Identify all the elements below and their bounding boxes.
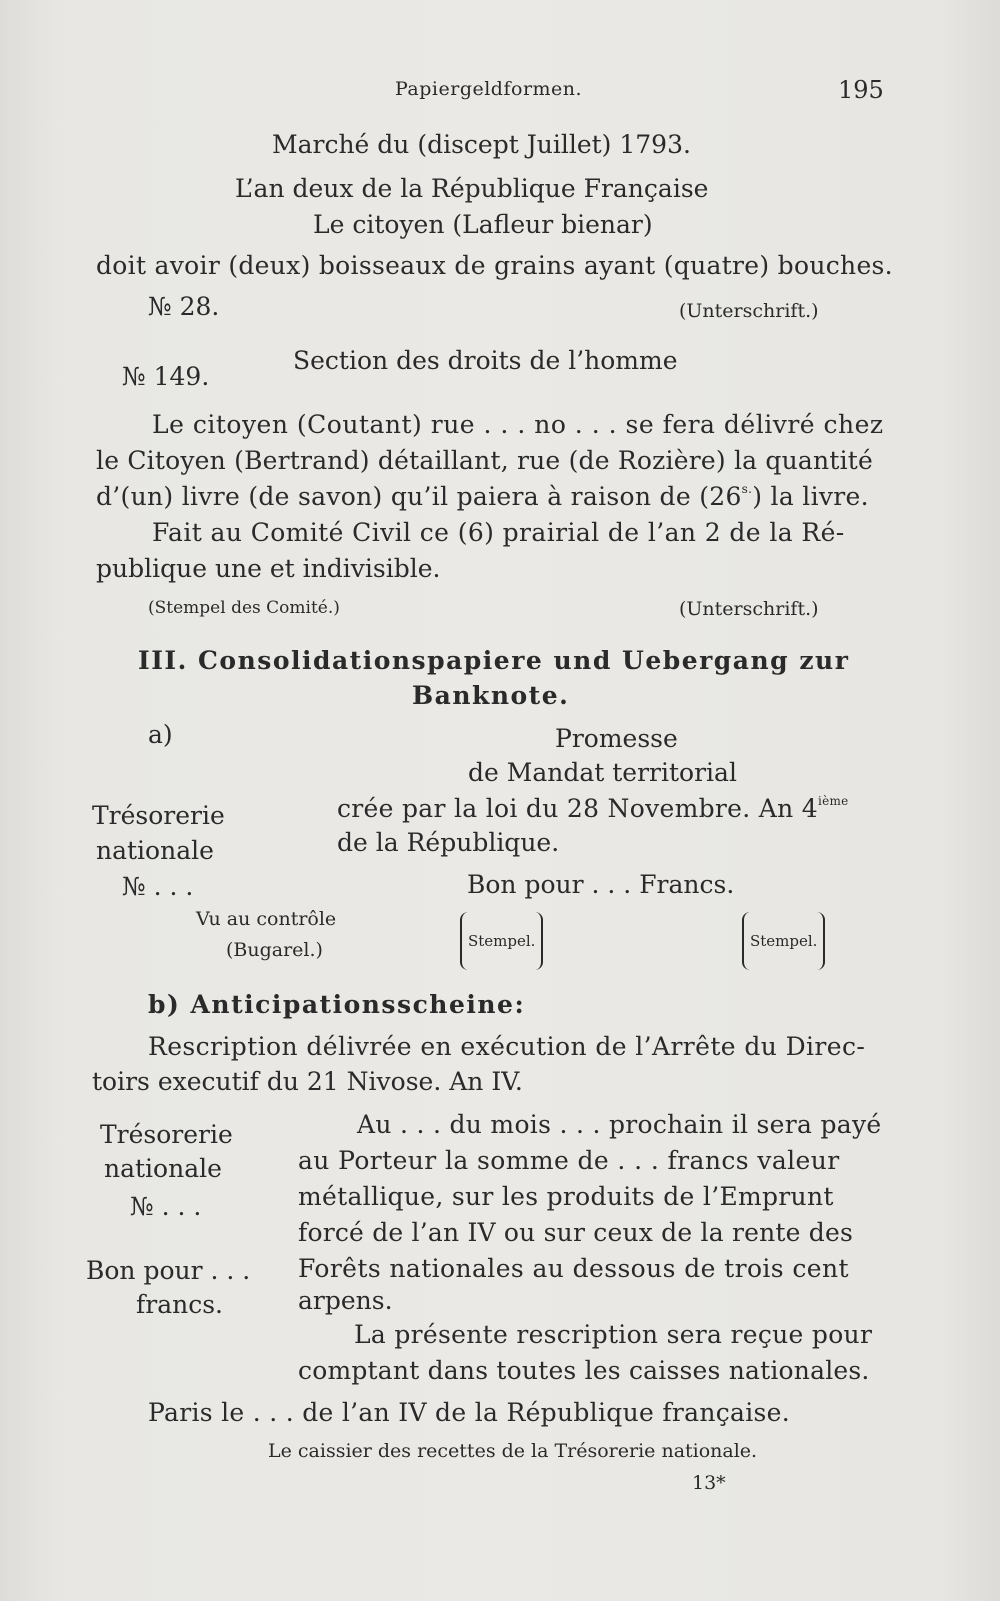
marche-number: № 28.: [148, 292, 220, 321]
comite-stamp: (Stempel des Comité.): [148, 598, 340, 618]
marche-line-4: doit avoir (deux) boisseaux de grains ayant (quatre) bouches.: [96, 251, 893, 280]
promesse-line-4: de la République.: [337, 828, 560, 857]
promesse-vu: Vu au contrôle: [196, 908, 337, 930]
anticipation-left-3: № . . .: [130, 1192, 202, 1221]
marche-signature: (Unterschrift.): [679, 300, 819, 322]
stamp-1: Stempel.: [460, 912, 543, 970]
anticipation-right-7: La présente rescription sera reçue pour: [354, 1320, 873, 1349]
promesse-line-2: de Mandat territorial: [468, 758, 737, 787]
promesse-label: a): [148, 720, 173, 749]
promesse-left-1: Trésorerie: [92, 801, 225, 830]
paris-line: Paris le . . . de l’an IV de la République française.: [148, 1398, 790, 1427]
signature-mark: 13*: [692, 1472, 726, 1494]
caissier-line: Le caissier des recettes de la Trésorerie nationale.: [268, 1440, 758, 1462]
marche-line-2: L’an deux de la République Française: [235, 174, 709, 203]
stamp-2: Stempel.: [742, 912, 825, 970]
chapter-heading-line-1: III. Consolidationspapiere und Uebergang zur: [138, 646, 850, 675]
section-title: Section des droits de l’homme: [293, 346, 678, 375]
anticipation-left-2: nationale: [104, 1154, 222, 1183]
anticipation-right-3: métallique, sur les produits de l’Emprunt: [298, 1182, 834, 1211]
section-para-2-line-2: publique une et indivisible.: [96, 554, 441, 583]
promesse-title: Promesse: [555, 724, 678, 753]
anticipation-para-line-2: toirs executif du 21 Nivose. An IV.: [92, 1067, 523, 1096]
anticipation-label: b) Anticipationsscheine:: [148, 990, 526, 1019]
page-number: 195: [838, 76, 884, 104]
promesse-number: № . . .: [122, 872, 194, 901]
anticipation-right-1: Au . . . du mois . . . prochain il sera payé: [357, 1110, 882, 1139]
section-para-1-line-3: d’(un) livre (de savon) qu’il paiera à raison de $(26^{s.})$ la livre.: [96, 482, 869, 511]
promesse-bon: Bon pour . . . Francs.: [467, 870, 735, 899]
section-number: № 149.: [122, 362, 210, 391]
chapter-heading-line-2: Banknote.: [412, 681, 570, 710]
section-para-2-line-1: Fait au Comité Civil ce (6) prairial de l’an 2 de la Ré-: [152, 518, 845, 547]
anticipation-para-line-1: Rescription délivrée en exécution de l’Arrête du Direc-: [148, 1032, 866, 1061]
anticipation-right-2: au Porteur la somme de . . . francs valeur: [298, 1146, 840, 1175]
anticipation-right-8: comptant dans toutes les caisses nationales.: [298, 1356, 870, 1385]
anticipation-left-4: Bon pour . . .: [86, 1256, 251, 1285]
running-title: Papiergeldformen.: [395, 78, 583, 100]
section-para-1-line-1: Le citoyen (Coutant) rue . . . no . . . se fera délivré chez: [152, 410, 884, 439]
anticipation-right-4: forcé de l’an IV ou sur ceux de la rente des: [298, 1218, 854, 1247]
promesse-left-2: nationale: [96, 836, 214, 865]
anticipation-right-6: arpens.: [298, 1286, 393, 1315]
anticipation-right-5: Forêts nationales au dessous de trois cent: [298, 1254, 849, 1283]
marche-title: Marché du (discept Juillet) 1793.: [272, 130, 691, 159]
section-signature: (Unterschrift.): [679, 598, 819, 620]
anticipation-left-5: francs.: [136, 1290, 223, 1319]
section-para-1-line-2: le Citoyen (Bertrand) détaillant, rue (de Rozière) la quantité: [96, 446, 873, 475]
marche-line-3: Le citoyen (Lafleur bienar): [313, 210, 653, 239]
promesse-vu-name: (Bugarel.): [226, 939, 323, 961]
promesse-line-3: crée par la loi du 28 Novembre. An 4ième: [337, 794, 849, 823]
anticipation-left-1: Trésorerie: [100, 1120, 233, 1149]
